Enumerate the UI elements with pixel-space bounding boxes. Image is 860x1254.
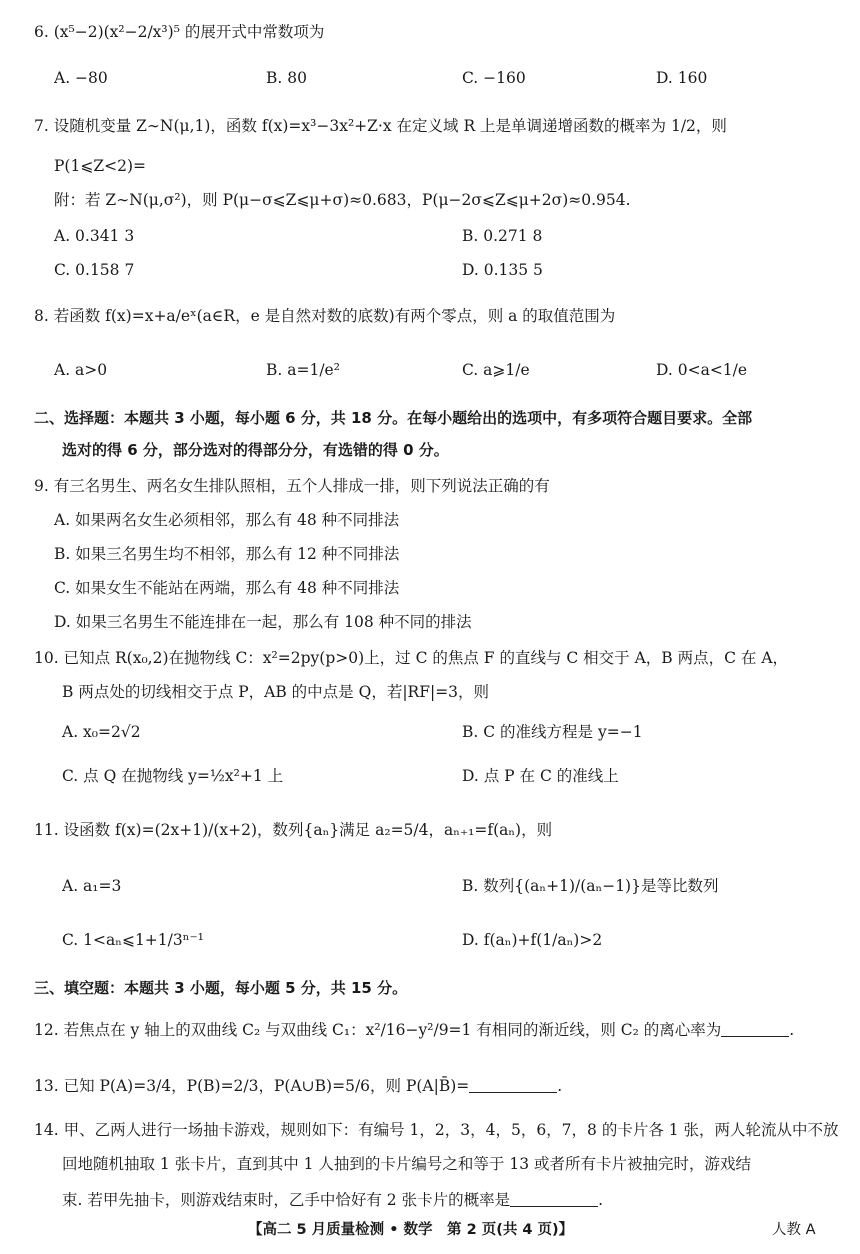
question-7-note: 附：若 Z∼N(μ,σ²)，则 P(μ−σ⩽Z⩽μ+σ)≈0.683，P(μ−2σ⩽Z⩽μ+2σ)≈0.954. xyxy=(54,191,631,209)
q10-option-c: C. 点 Q 在抛物线 y=½x²+1 上 xyxy=(62,767,284,785)
q6-option-c: C. −160 xyxy=(462,69,526,87)
question-12-end: . xyxy=(789,1021,795,1039)
q9-option-b: B. 如果三名男生均不相邻，那么有 12 种不同排法 xyxy=(54,545,400,563)
q10-option-d: D. 点 P 在 C 的准线上 xyxy=(462,767,619,785)
q11-option-a: A. a₁=3 xyxy=(62,877,122,895)
q6-option-b: B. 80 xyxy=(266,69,307,87)
q7-option-b: B. 0.271 8 xyxy=(462,227,543,245)
question-13-stem: 13. 已知 P(A)=3/4，P(B)=2/3，P(A∪B)=5/6，则 P(A|B̄)= xyxy=(34,1077,470,1095)
question-10-stem-cont: B 两点处的切线相交于点 P，AB 的中点是 Q，若|RF|=3，则 xyxy=(62,683,490,701)
footer-edition: 人教 A xyxy=(772,1222,816,1238)
section-2-heading: 二、选择题：本题共 3 小题，每小题 6 分，共 18 分。在每小题给出的选项中，有多项符合题目要求。全部 xyxy=(34,409,753,427)
q11-option-d: D. f(aₙ)+f(1/aₙ)>2 xyxy=(462,931,603,949)
q8-option-b: B. a=1/e² xyxy=(266,361,340,379)
answer-blank-12[interactable] xyxy=(721,1020,789,1037)
q11-option-c: C. 1<aₙ⩽1+1/3ⁿ⁻¹ xyxy=(62,931,204,949)
question-7-stem: 7. 设随机变量 Z∼N(μ,1)，函数 f(x)=x³−3x²+Z·x 在定义域 R 上是单调递增函数的概率为 1/2，则 xyxy=(34,117,727,135)
question-8-stem: 8. 若函数 f(x)=x+a/eˣ(a∈R，e 是自然对数的底数)有两个零点，则 a 的取值范围为 xyxy=(34,307,616,325)
question-10-stem: 10. 已知点 R(x₀,2)在抛物线 C：x²=2py(p>0)上，过 C 的焦点 F 的直线与 C 相交于 A，B 两点，C 在 A， xyxy=(34,649,789,667)
question-14-end: . xyxy=(598,1191,604,1209)
q6-option-d: D. 160 xyxy=(656,69,708,87)
question-11-stem: 11. 设函数 f(x)=(2x+1)/(x+2)，数列{aₙ}满足 a₂=5/4，aₙ₊₁=f(aₙ)，则 xyxy=(34,821,553,839)
answer-blank-14[interactable] xyxy=(510,1190,598,1207)
question-13-end: . xyxy=(557,1077,563,1095)
question-7-stem-cont: P(1⩽Z<2)= xyxy=(54,157,146,175)
footer-title: 【高二 5 月质量检测 • 数学 第 2 页(共 4 页)】 xyxy=(248,1222,574,1238)
q8-option-c: C. a⩾1/e xyxy=(462,361,530,379)
section-2-heading-cont: 选对的得 6 分，部分选对的得部分分，有选错的得 0 分。 xyxy=(62,441,449,459)
q10-option-a: A. x₀=2√2 xyxy=(62,723,141,741)
section-3-heading: 三、填空题：本题共 3 小题，每小题 5 分，共 15 分。 xyxy=(34,979,408,997)
question-14-stem-end xyxy=(62,1188,603,1212)
question-14-stem-tail: 束. 若甲先抽卡，则游戏结束时，乙手中恰好有 2 张卡片的概率是 xyxy=(62,1191,511,1209)
q7-option-c: C. 0.158 7 xyxy=(54,261,135,279)
question-6-stem: 6. (x⁵−2)(x²−2/x³)⁵ 的展开式中常数项为 xyxy=(34,23,325,41)
question-9-stem: 9. 有三名男生、两名女生排队照相，五个人排成一排，则下列说法正确的有 xyxy=(34,477,550,495)
question-12-stem: 12. 若焦点在 y 轴上的双曲线 C₂ 与双曲线 C₁：x²/16−y²/9=1 有相同的渐近线，则 C₂ 的离心率为 xyxy=(34,1021,722,1039)
q10-option-b: B. C 的准线方程是 y=−1 xyxy=(462,723,643,741)
q9-option-c: C. 如果女生不能站在两端，那么有 48 种不同排法 xyxy=(54,579,400,597)
q11-option-b: B. 数列{(aₙ+1)/(aₙ−1)}是等比数列 xyxy=(462,877,719,895)
q8-option-d: D. 0<a<1/e xyxy=(656,361,748,379)
question-13 xyxy=(34,1074,562,1098)
q7-option-a: A. 0.341 3 xyxy=(54,227,135,245)
page-footer xyxy=(0,1218,860,1246)
q8-option-a: A. a>0 xyxy=(54,361,108,379)
question-12 xyxy=(34,1018,794,1042)
question-14-stem: 14. 甲、乙两人进行一场抽卡游戏，规则如下：有编号 1，2，3，4，5，6，7，8 的卡片各 1 张，两人轮流从中不放 xyxy=(34,1121,839,1139)
q6-option-a: A. −80 xyxy=(54,69,108,87)
q9-option-a: A. 如果两名女生必须相邻，那么有 48 种不同排法 xyxy=(54,511,400,529)
answer-blank-13[interactable] xyxy=(469,1076,557,1093)
question-14-stem-cont: 回地随机抽取 1 张卡片，直到其中 1 人抽到的卡片编号之和等于 13 或者所有卡片被抽完时，游戏结 xyxy=(62,1155,752,1173)
q9-option-d: D. 如果三名男生不能连排在一起，那么有 108 种不同的排法 xyxy=(54,613,472,631)
q7-option-d: D. 0.135 5 xyxy=(462,261,543,279)
